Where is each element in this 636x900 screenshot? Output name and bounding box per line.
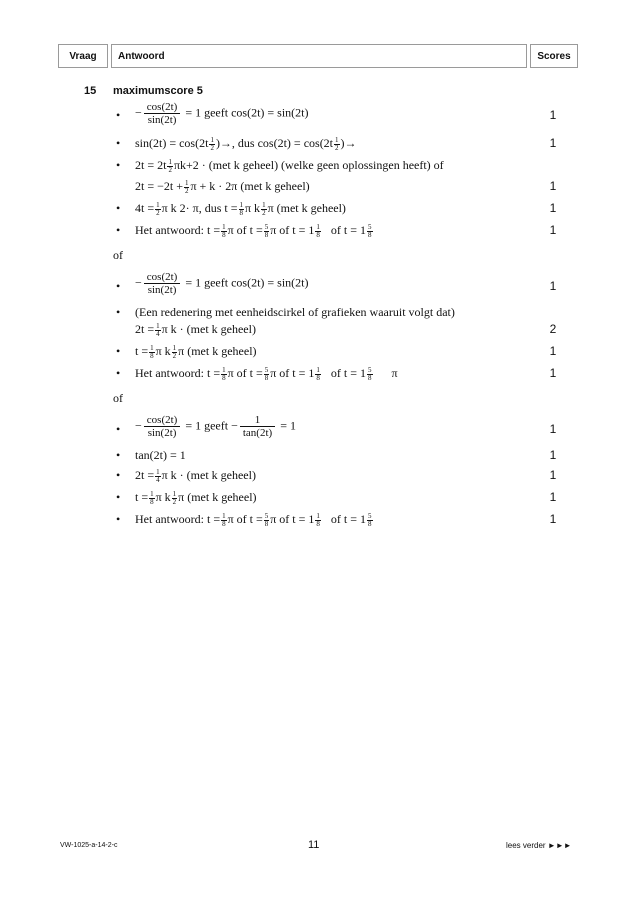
question-number: 15 xyxy=(84,85,97,97)
m2-line3: t = $\frac{1}{8}$ π k $\frac{1}{2}$ π (met k geheel) xyxy=(135,343,257,360)
m3-line3: 2t = $\frac{1}{4}$ π k · (met k geheel) xyxy=(135,467,256,484)
m1-line3a: 2t = 2t $\frac{1}{2}$ πk+2 · (met k geheel) (welke geen oplossingen heeft) of xyxy=(135,157,444,174)
bullet: • xyxy=(116,366,121,380)
bullet: • xyxy=(116,448,121,462)
m2-score2: 2 xyxy=(549,322,557,336)
m1-score5: 1 xyxy=(549,223,557,237)
bullet: • xyxy=(116,158,121,172)
bullet: • xyxy=(116,201,121,215)
m1-line3b: 2t = −2t + $\frac{1}{2}$ π + k · 2π (met k geheel) xyxy=(135,178,310,195)
question-title: maximumscore 5 xyxy=(113,85,203,97)
footer-page-number: 11 xyxy=(308,839,320,851)
bullet: • xyxy=(116,468,121,482)
m1-line2: sin(2t) = cos(2t $\frac{1}{2}$ )→, dus cos(2t) = cos(2t $\frac{1}{2}$ )→ xyxy=(135,135,357,152)
footer-exam-code: VW-1025-a-14-2-c xyxy=(60,842,118,849)
bullet: • xyxy=(116,305,121,319)
m3-score1: 1 xyxy=(549,422,557,436)
m2-line4: Het antwoord: t = $\frac{1}{8}$ π of t = $\frac{5}{8}$ π of t = 1 $\frac{1}{8}$ of t = 1 $\frac{5}{8}$ π xyxy=(135,365,398,382)
m1-score2: 1 xyxy=(549,136,557,150)
footer-continue: lees verder ►►► xyxy=(506,841,572,850)
bullet: • xyxy=(116,344,121,358)
m2-score4: 1 xyxy=(549,366,557,380)
m1-line4: 4t = $\frac{1}{2}$ π k 2· π, dus t = $\frac{1}{8}$ π k $\frac{1}{2}$ π (met k geheel) xyxy=(135,200,346,217)
bullet: • xyxy=(116,279,121,293)
m1-line1: − $\frac{\cos(2t)}{\sin(2t)}$ = 1 geeft cos(2t) = sin(2t) xyxy=(135,101,309,126)
m3-line1: − $\frac{\cos(2t)}{\sin(2t)}$ = 1 geeft − $\frac{1}{\tan(2t)}$ = 1 xyxy=(135,414,296,439)
m3-score2: 1 xyxy=(549,448,557,462)
header-antwoord: Antwoord xyxy=(111,44,527,68)
header-vraag: Vraag xyxy=(58,44,108,68)
m2-line1: − $\frac{\cos(2t)}{\sin(2t)}$ = 1 geeft cos(2t) = sin(2t) xyxy=(135,271,309,296)
bullet: • xyxy=(116,136,121,150)
m3-line4: t = $\frac{1}{8}$ π k $\frac{1}{2}$ π (met k geheel) xyxy=(135,489,257,506)
bullet: • xyxy=(116,490,121,504)
m1-score3: 1 xyxy=(549,179,557,193)
m2-line2a: (Een redenering met eenheidscirkel of grafieken waaruit volgt dat) xyxy=(135,305,455,319)
m1-score1: 1 xyxy=(549,108,557,122)
m3-line5: Het antwoord: t = $\frac{1}{8}$ π of t = $\frac{5}{8}$ π of t = 1 $\frac{1}{8}$ of t = 1 $\frac{5}{8}$ xyxy=(135,511,372,528)
m3-score4: 1 xyxy=(549,490,557,504)
bullet: • xyxy=(116,223,121,237)
bullet: • xyxy=(116,108,121,122)
m3-line2: tan(2t) = 1 xyxy=(135,448,186,462)
m2-score1: 1 xyxy=(549,279,557,293)
m1-score4: 1 xyxy=(549,201,557,215)
m1-line5: Het antwoord: t = $\frac{1}{8}$ π of t = $\frac{5}{8}$ π of t = 1 $\frac{1}{8}$ of t = 1 $\frac{5}{8}$ xyxy=(135,222,372,239)
m3-score3: 1 xyxy=(549,468,557,482)
separator-of: of xyxy=(113,391,123,405)
m2-line2b: 2t = $\frac{1}{4}$ π k · (met k geheel) xyxy=(135,321,256,338)
bullet: • xyxy=(116,512,121,526)
m3-score5: 1 xyxy=(549,512,557,526)
bullet: • xyxy=(116,422,121,436)
header-scores: Scores xyxy=(530,44,578,68)
separator-of: of xyxy=(113,248,123,262)
m2-score3: 1 xyxy=(549,344,557,358)
